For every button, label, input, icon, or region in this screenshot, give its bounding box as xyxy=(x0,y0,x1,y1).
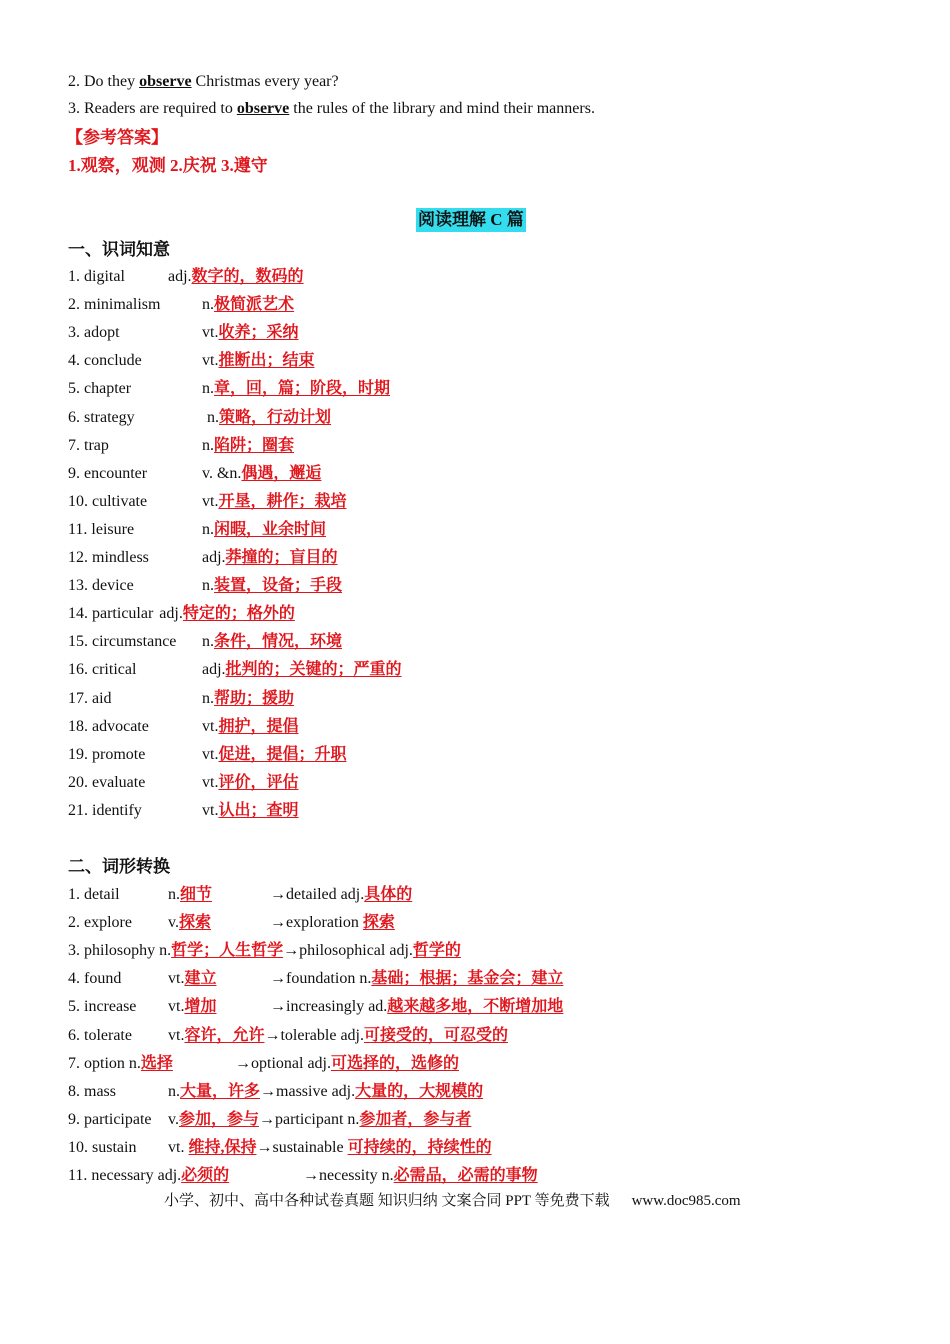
form-term: 11. necessary xyxy=(68,1167,154,1184)
form-term: 10. sustain xyxy=(68,1139,137,1156)
form-pos: n. xyxy=(168,1083,180,1100)
part2-title: 二、词形转换 xyxy=(68,857,170,876)
form-derived-meaning: 可接受的，可忍受的 xyxy=(363,1027,508,1044)
answer-header: 【参考答案】 xyxy=(66,128,168,147)
keyword: observe xyxy=(139,73,192,90)
vocab-row xyxy=(68,576,343,596)
vocab-row xyxy=(68,632,343,652)
vocab-row xyxy=(68,351,315,371)
form-row xyxy=(68,969,564,989)
form-derived-meaning: 必需品，必需的事物 xyxy=(393,1167,538,1184)
form-derived-meaning: 探索 xyxy=(362,914,395,931)
vocab-meaning: 极简派艺术 xyxy=(214,296,295,313)
form-derived-word: →tolerable adj. xyxy=(264,1027,364,1044)
form-derived-meaning: 哲学的 xyxy=(412,942,461,959)
form-pos: n. xyxy=(128,1055,141,1072)
vocab-pos: n. xyxy=(207,409,219,426)
form-meaning: 建立 xyxy=(184,970,217,987)
vocab-term: 7. trap xyxy=(68,437,109,454)
vocab-meaning: 评价，评估 xyxy=(218,774,299,791)
vocab-term: 12. mindless xyxy=(68,549,149,566)
form-derived-word: →necessity n. xyxy=(303,1167,394,1184)
vocab-term: 5. chapter xyxy=(68,380,132,397)
vocab-meaning: 数字的，数码的 xyxy=(191,268,304,285)
form-row xyxy=(68,1138,492,1158)
vocab-row xyxy=(68,548,338,568)
form-derived-word: →foundation n. xyxy=(270,970,372,987)
form-term: 1. detail xyxy=(68,886,120,903)
form-meaning: 增加 xyxy=(184,998,217,1015)
vocab-pos: vt. xyxy=(202,774,219,791)
form-derived-word: →detailed adj. xyxy=(270,886,365,903)
vocab-pos: vt. xyxy=(202,352,219,369)
vocab-meaning: 莽撞的；盲目的 xyxy=(225,549,338,566)
vocab-row xyxy=(68,408,332,428)
vocab-row xyxy=(68,464,322,484)
form-derived-meaning: 具体的 xyxy=(364,886,413,903)
page-footer xyxy=(164,1191,741,1211)
vocab-term: 20. evaluate xyxy=(68,774,146,791)
vocab-meaning: 条件，情况，环境 xyxy=(214,633,343,650)
vocab-row xyxy=(68,717,299,737)
vocab-term: 21. identify xyxy=(68,802,142,819)
vocab-term: 14. particular xyxy=(68,605,154,622)
vocab-row xyxy=(68,492,347,512)
form-term: 5. increase xyxy=(68,998,137,1015)
form-term: 9. participate xyxy=(68,1111,152,1128)
form-derived-word: →increasingly ad. xyxy=(270,998,388,1015)
vocab-meaning: 帮助；援助 xyxy=(214,690,295,707)
vocab-meaning: 偶遇，邂逅 xyxy=(241,465,322,482)
vocab-term: 10. cultivate xyxy=(68,493,148,510)
form-derived-meaning: 可选择的，选修的 xyxy=(330,1055,459,1072)
form-pos: vt. xyxy=(168,970,185,987)
vocab-meaning: 批判的；关键的；严重的 xyxy=(225,661,402,678)
form-term: 2. explore xyxy=(68,914,132,931)
form-meaning: 选择 xyxy=(140,1055,173,1072)
form-pos: vt. xyxy=(168,1027,185,1044)
keyword: observe xyxy=(236,100,290,117)
vocab-pos: vt. xyxy=(202,324,219,341)
form-pos: adj. xyxy=(157,1167,182,1184)
form-meaning: 细节 xyxy=(180,886,213,903)
vocab-row xyxy=(68,295,295,315)
vocab-meaning: 拥护，提倡 xyxy=(218,718,299,735)
vocab-term: 4. conclude xyxy=(68,352,142,369)
vocab-term: 11. leisure xyxy=(68,521,135,538)
vocab-meaning: 闲暇，业余时间 xyxy=(214,521,327,538)
form-meaning: 大量，许多 xyxy=(180,1083,261,1100)
form-derived-word: →exploration xyxy=(270,914,363,931)
vocab-pos: n. xyxy=(202,380,214,397)
vocab-meaning: 开垦，耕作；栽培 xyxy=(218,493,347,510)
vocab-row xyxy=(68,379,391,399)
form-derived-word: →sustainable xyxy=(256,1139,348,1156)
vocab-pos: adj. xyxy=(159,605,183,622)
vocab-term: 16. critical xyxy=(68,661,137,678)
vocab-pos: n. xyxy=(202,690,214,707)
form-term: 6. tolerate xyxy=(68,1027,132,1044)
answer-text: 1.观察，观测 2.庆祝 3.遵守 xyxy=(68,156,268,175)
vocab-term: 15. circumstance xyxy=(68,633,177,650)
vocab-pos: n. xyxy=(202,577,214,594)
vocab-pos: adj. xyxy=(202,549,226,566)
vocab-row xyxy=(68,773,299,793)
vocab-term: 2. minimalism xyxy=(68,296,161,313)
vocab-row xyxy=(68,604,295,624)
form-row xyxy=(68,1026,508,1046)
form-derived-word: →massive adj. xyxy=(260,1083,356,1100)
form-derived-meaning: 参加者，参与者 xyxy=(359,1111,472,1128)
vocab-row xyxy=(68,436,295,456)
form-derived-word: →participant n. xyxy=(258,1111,360,1128)
vocab-row xyxy=(68,660,402,680)
vocab-pos: n. xyxy=(202,437,214,454)
vocab-pos: n. xyxy=(202,633,214,650)
vocab-term: 1. digital xyxy=(68,268,125,285)
form-row xyxy=(68,997,564,1017)
form-pos: n. xyxy=(168,886,180,903)
section-title: 阅读理解 C 篇 xyxy=(416,208,526,232)
vocab-meaning: 推断出；结束 xyxy=(218,352,315,369)
form-pos: vt. xyxy=(168,1139,189,1156)
form-term: 3. philosophy xyxy=(68,942,156,959)
vocab-pos: vt. xyxy=(202,718,219,735)
vocab-pos: n. xyxy=(202,521,214,538)
form-row xyxy=(68,1054,459,1074)
vocab-row xyxy=(68,323,299,343)
form-derived-meaning: 基础；根据；基金会；建立 xyxy=(371,970,564,987)
form-pos: n. xyxy=(159,942,172,959)
sentence-3: 3. Readers are required to observe the rules of the library and mind their manners. xyxy=(68,100,595,117)
vocab-meaning: 认出；查明 xyxy=(218,802,299,819)
vocab-row xyxy=(68,520,327,540)
vocab-term: 19. promote xyxy=(68,746,146,763)
vocab-row xyxy=(68,689,295,709)
part1-title: 一、识词知意 xyxy=(68,240,170,259)
vocab-row xyxy=(68,745,347,765)
form-pos: v. xyxy=(168,1111,179,1128)
vocab-term: 13. device xyxy=(68,577,134,594)
vocab-term: 6. strategy xyxy=(68,409,135,426)
form-derived-word: →philosophical adj. xyxy=(283,942,413,959)
form-pos: v. xyxy=(168,914,179,931)
vocab-pos: vt. xyxy=(202,493,219,510)
form-row xyxy=(68,941,461,961)
form-derived-word: →optional adj. xyxy=(235,1055,331,1072)
vocab-meaning: 装置，设备；手段 xyxy=(214,577,343,594)
form-pos: vt. xyxy=(168,998,185,1015)
vocab-pos: vt. xyxy=(202,802,219,819)
vocab-meaning: 陷阱；圈套 xyxy=(214,437,295,454)
form-term: 7. option xyxy=(68,1055,125,1072)
form-derived-meaning: 大量的，大规模的 xyxy=(355,1083,484,1100)
footer-text: 小学、初中、高中各种试卷真题 知识归纳 文案合同 PPT 等免费下载 xyxy=(164,1193,610,1209)
form-row xyxy=(68,1082,484,1102)
vocab-row xyxy=(68,267,304,287)
vocab-term: 3. adopt xyxy=(68,324,120,341)
vocab-meaning: 收养；采纳 xyxy=(218,324,299,341)
vocab-meaning: 章，回，篇；阶段，时期 xyxy=(214,380,391,397)
form-meaning: 维持,保持 xyxy=(188,1139,257,1156)
vocab-meaning: 特定的；格外的 xyxy=(182,605,295,622)
form-term: 4. found xyxy=(68,970,122,987)
vocab-pos: v. &n. xyxy=(202,465,242,482)
sentence-2: 2. Do they observe Christmas every year? xyxy=(68,73,339,90)
footer-url[interactable]: www.doc985.com xyxy=(631,1193,741,1209)
vocab-pos: adj. xyxy=(202,661,226,678)
vocab-meaning: 促进，提倡；升职 xyxy=(218,746,347,763)
form-derived-meaning: 可持续的，持续性的 xyxy=(347,1139,492,1156)
form-row xyxy=(68,913,395,933)
vocab-term: 17. aid xyxy=(68,690,112,707)
form-meaning: 参加，参与 xyxy=(178,1111,259,1128)
vocab-term: 9. encounter xyxy=(68,465,148,482)
vocab-row xyxy=(68,801,299,821)
vocab-pos: vt. xyxy=(202,746,219,763)
form-meaning: 必须的 xyxy=(181,1167,230,1184)
form-meaning: 探索 xyxy=(178,914,211,931)
form-term: 8. mass xyxy=(68,1083,116,1100)
vocab-pos: n. xyxy=(202,296,214,313)
form-row xyxy=(68,1110,472,1130)
vocab-meaning: 策略，行动计划 xyxy=(219,409,332,426)
vocab-term: 18. advocate xyxy=(68,718,149,735)
vocab-pos: adj. xyxy=(168,268,192,285)
form-row xyxy=(68,1166,538,1186)
form-derived-meaning: 越来越多地，不断增加地 xyxy=(387,998,564,1015)
form-row xyxy=(68,885,413,905)
form-meaning: 哲学；人生哲学 xyxy=(171,942,284,959)
form-meaning: 容许，允许 xyxy=(184,1027,265,1044)
